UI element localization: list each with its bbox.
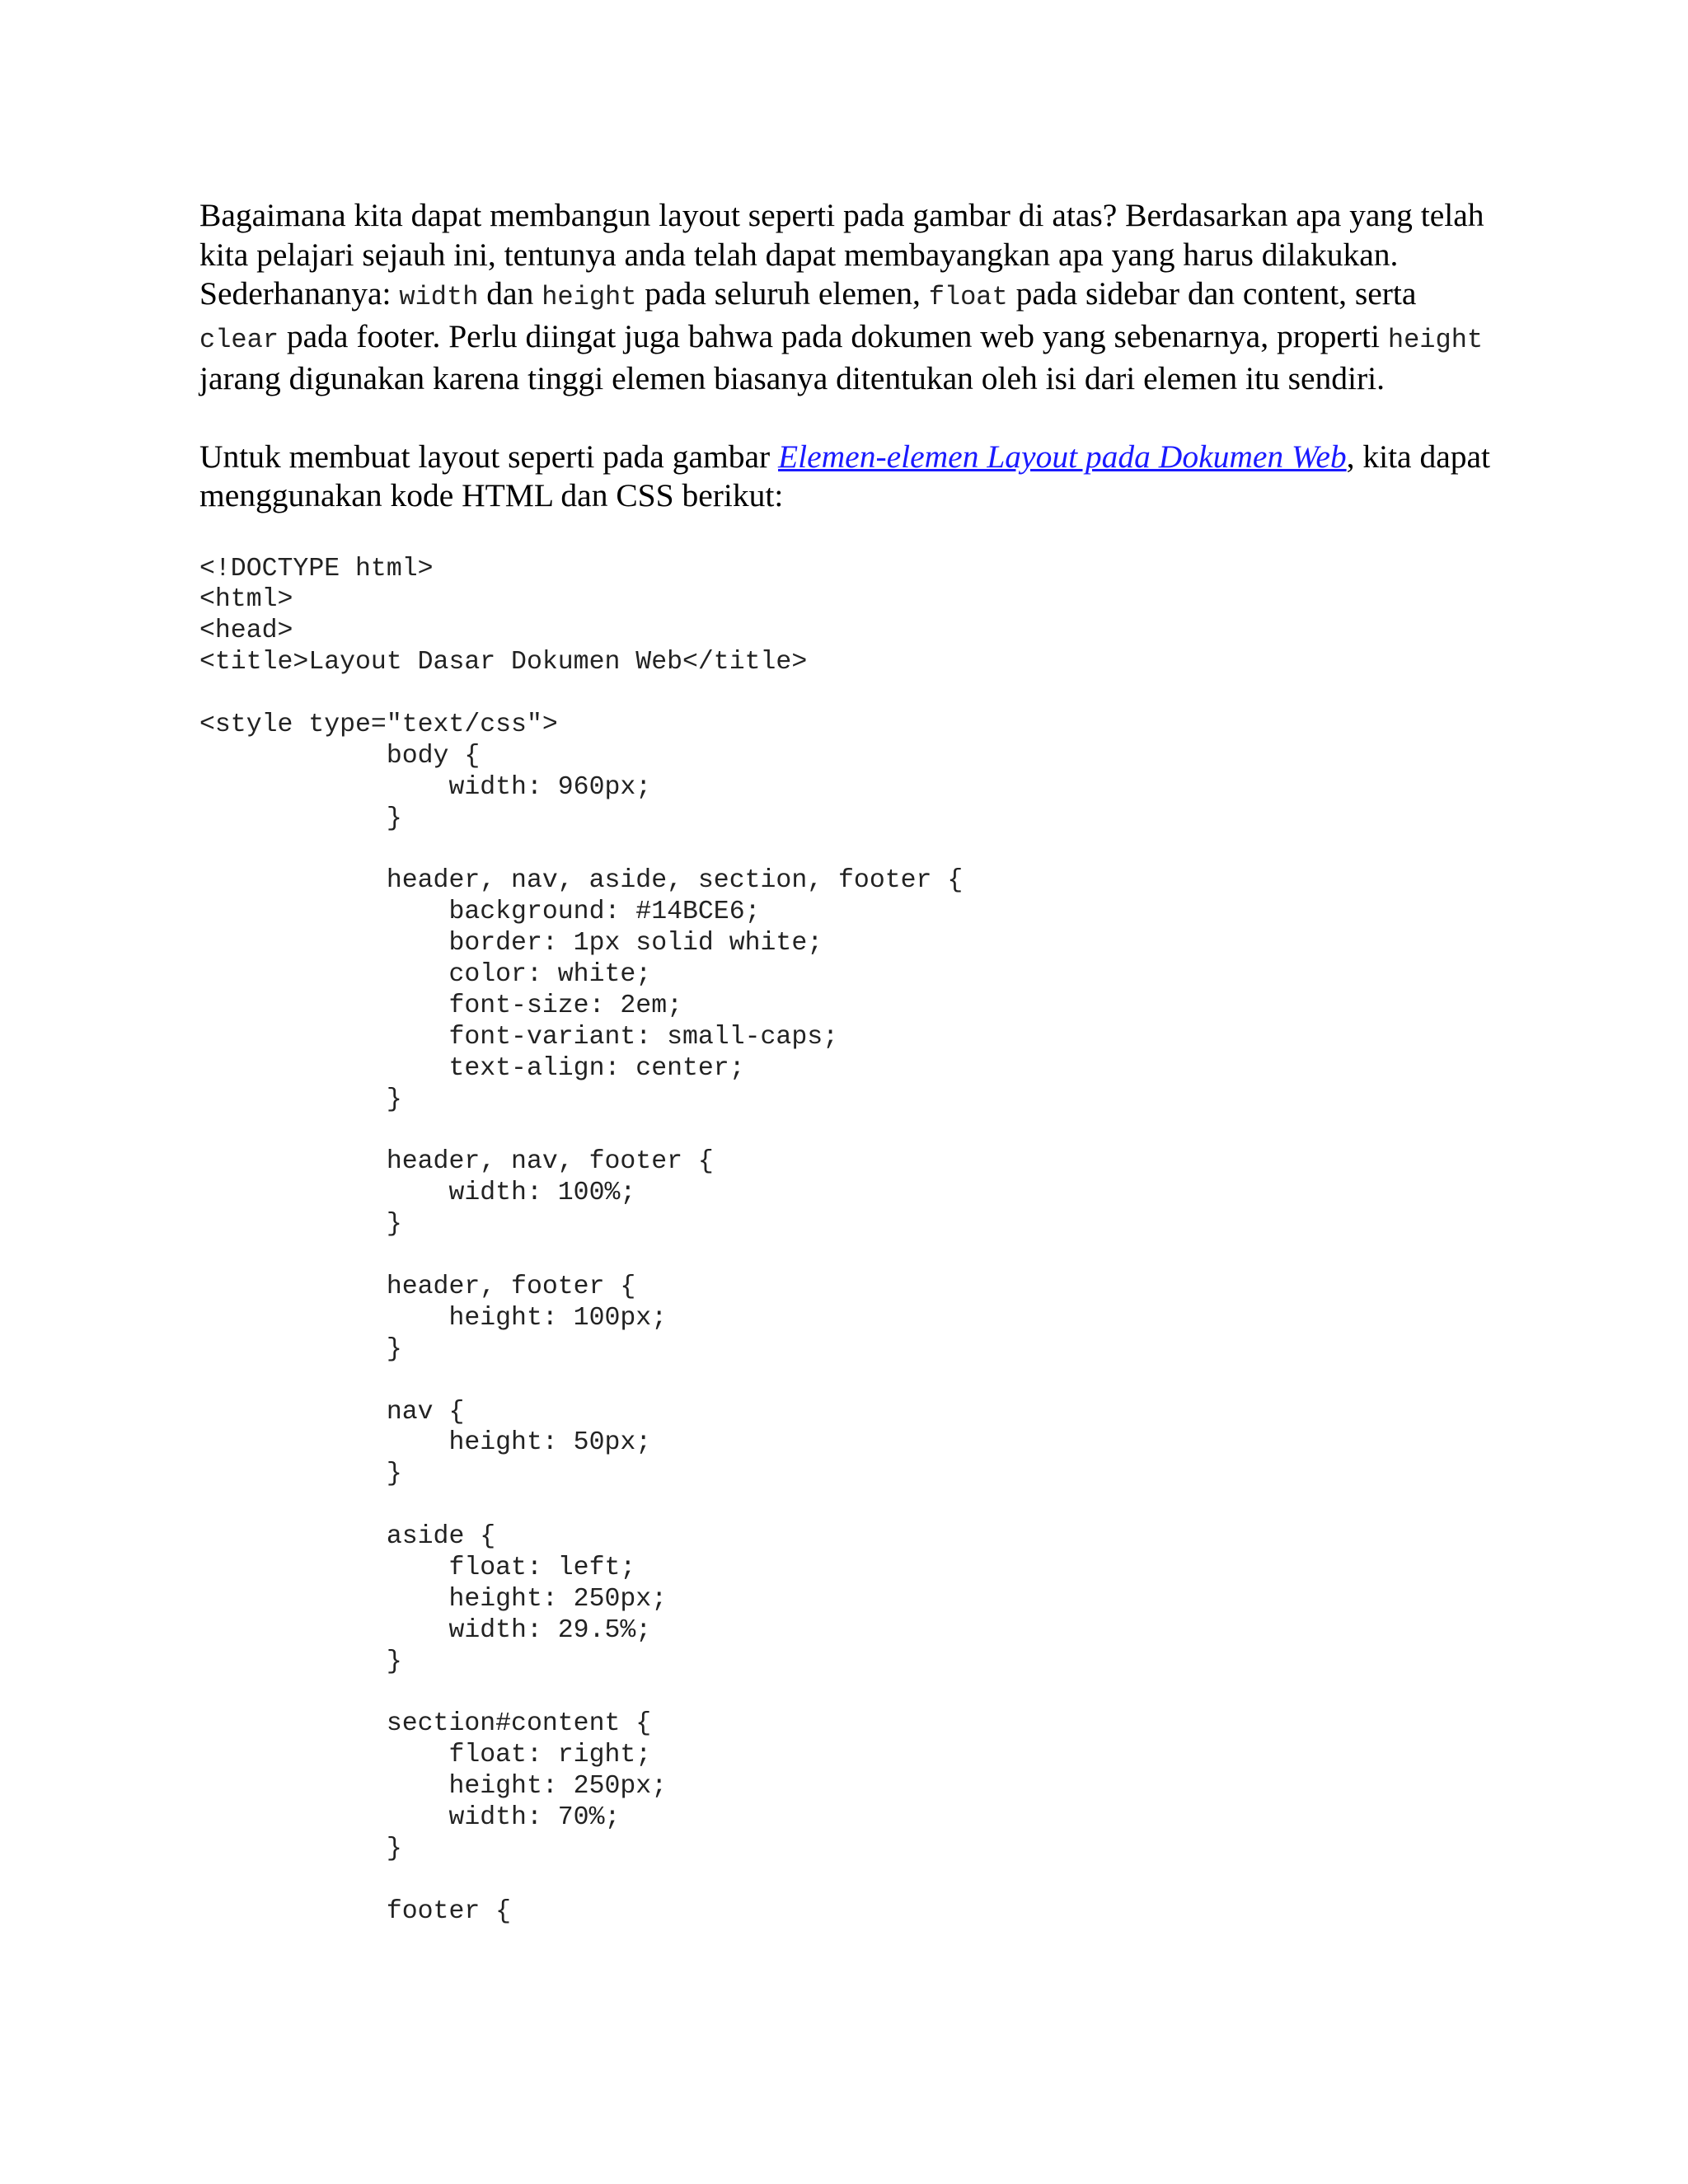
paragraph-text: Untuk membuat layout seperti pada gambar <box>199 438 779 475</box>
inline-code-clear: clear <box>199 324 279 355</box>
code-line: } <box>199 804 402 833</box>
code-line: nav { <box>199 1397 465 1427</box>
paragraph-text: pada seluruh elemen, <box>636 275 929 312</box>
code-line: background: #14BCE6; <box>199 898 761 927</box>
code-line: float: left; <box>199 1554 636 1582</box>
paragraph-text: Bagaimana kita dapat membangun layout seperti pada gambar di atas? Berdasarkan apa yang telah kita pelajari sejauh ini, tentunya anda telah dapat membayangkan apa yang harus dilakukan. Sederhananya: <box>199 197 1484 312</box>
document-page <box>199 196 1493 1928</box>
code-line: <!DOCTYPE html> <box>199 554 434 583</box>
code-line <box>199 1678 1493 1709</box>
code-listing <box>199 554 1493 1928</box>
code-line: body { <box>199 741 481 771</box>
code-line: <html> <box>199 585 293 615</box>
code-line: footer { <box>199 1896 512 1926</box>
code-line: <style type="text/css"> <box>199 710 558 739</box>
code-line: font-size: 2em; <box>199 991 682 1020</box>
code-line <box>199 1490 1493 1521</box>
code-line: text-align: center; <box>199 1053 745 1083</box>
code-line: width: 960px; <box>199 772 652 802</box>
code-line <box>199 1366 1493 1397</box>
layout-instruction-paragraph <box>199 438 1493 516</box>
code-line: width: 29.5%; <box>199 1615 652 1645</box>
inline-code-float: float <box>928 282 1008 312</box>
paragraph-text: dan <box>478 275 542 312</box>
code-line <box>199 1865 1493 1896</box>
inline-code-height: height <box>542 282 637 312</box>
code-line: font-variant: small-caps; <box>199 1022 839 1052</box>
code-line: } <box>199 1460 402 1489</box>
code-line: height: 250px; <box>199 1584 668 1614</box>
code-line: section#content { <box>199 1709 652 1739</box>
code-line <box>199 678 1493 710</box>
paragraph-text: pada sidebar dan content, serta <box>1007 275 1417 312</box>
code-line <box>199 1116 1493 1147</box>
code-line: <head> <box>199 616 293 646</box>
code-line: height: 100px; <box>199 1303 668 1333</box>
code-line: header, footer { <box>199 1272 636 1301</box>
code-line: aside { <box>199 1522 496 1552</box>
code-line: height: 50px; <box>199 1428 652 1458</box>
code-line: width: 70%; <box>199 1803 621 1833</box>
code-line <box>199 1240 1493 1272</box>
inline-code-height: height <box>1387 324 1484 355</box>
code-line: } <box>199 1647 402 1676</box>
code-line: width: 100%; <box>199 1179 636 1208</box>
code-line: height: 250px; <box>199 1772 668 1802</box>
code-line: float: right; <box>199 1741 652 1770</box>
intro-paragraph <box>199 196 1493 399</box>
code-line: header, nav, aside, section, footer { <box>199 866 964 896</box>
code-line: color: white; <box>199 960 652 990</box>
paragraph-text: , kita dapat menggunakan kode HTML dan CSS berikut: <box>199 438 1491 513</box>
code-line: } <box>199 1334 402 1364</box>
code-line: } <box>199 1085 402 1114</box>
code-line <box>199 835 1493 866</box>
code-line: border: 1px solid white; <box>199 929 823 958</box>
layout-elements-link[interactable]: Elemen-elemen Layout pada Dokumen Web <box>778 438 1347 475</box>
code-line: } <box>199 1210 402 1240</box>
code-line: <title>Layout Dasar Dokumen Web</title> <box>199 648 808 677</box>
code-line: } <box>199 1835 402 1864</box>
paragraph-text: jarang digunakan karena tinggi elemen biasanya ditentukan oleh isi dari elemen itu sendiri. <box>199 360 1385 396</box>
code-line: header, nav, footer { <box>199 1147 714 1177</box>
inline-code-width: width <box>399 282 479 312</box>
paragraph-text: pada footer. Perlu diingat juga bahwa pada dokumen web yang sebenarnya, properti <box>279 317 1388 354</box>
